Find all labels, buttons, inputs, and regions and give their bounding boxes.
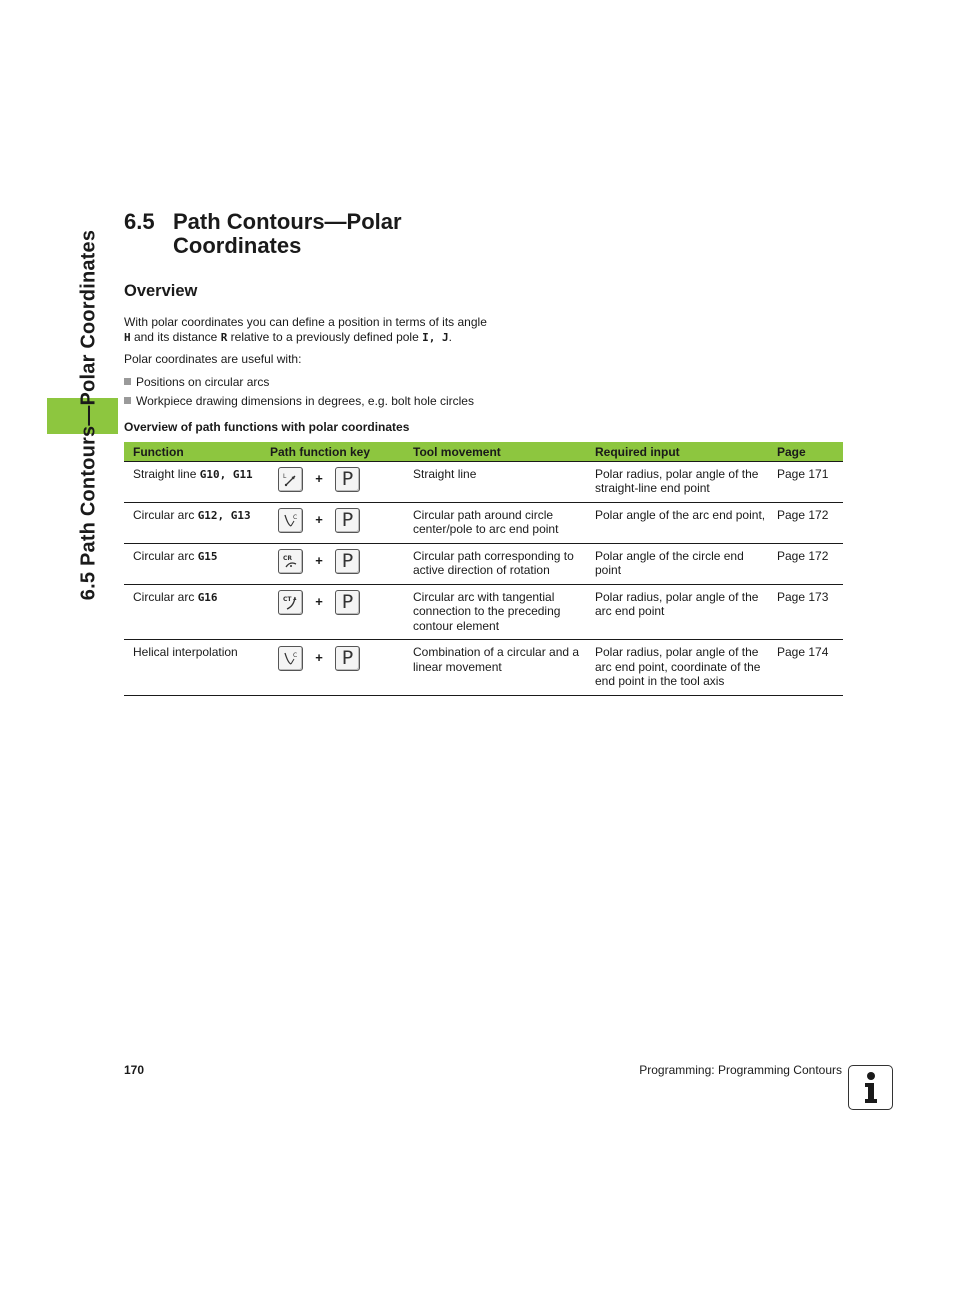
useful-with-text: Polar coordinates are useful with: [124, 352, 302, 366]
cell-page: Page 172 [768, 543, 843, 584]
line-key-icon [278, 467, 303, 492]
cell-function [124, 461, 261, 502]
plus-sign: + [315, 553, 323, 569]
svg-text:CR: CR [283, 555, 293, 562]
svg-text:C: C [293, 651, 298, 659]
cell-movement: Circular path around circle center/pole to arc end point [404, 502, 586, 543]
side-title [44, 200, 134, 630]
p-key-icon: P [335, 590, 360, 615]
gcode-text: G10, G11 [199, 467, 253, 481]
intro-var-r: R [220, 330, 228, 344]
circle-c-key-icon [278, 646, 303, 671]
info-icon [848, 1065, 893, 1110]
page-number: 170 [124, 1063, 145, 1077]
cell-input: Polar radius, polar angle of the arc end point [586, 584, 768, 640]
cell-page: Page 174 [768, 640, 843, 696]
p-key-icon: P [335, 549, 360, 574]
function-text: Helical interpolation [133, 645, 238, 659]
cell-input: Polar angle of the circle end point [586, 543, 768, 584]
gcode-text: G16 [197, 590, 218, 604]
intro-var-h: H [124, 330, 131, 344]
cell-page: Page 173 [768, 584, 843, 640]
cell-input: Polar angle of the arc end point, [586, 502, 768, 543]
cell-input: Polar radius, polar angle of the arc end point, coordinate of the end point in the tool axis [586, 640, 768, 696]
bullet-square-icon [124, 378, 131, 385]
intro-text-b: relative to a previously defined pole [227, 329, 423, 344]
plus-sign: + [315, 594, 323, 610]
bullet-item [124, 375, 269, 389]
function-text: Circular arc [133, 507, 198, 522]
chapter-title: Path Contours—Polar Coordinates [173, 209, 402, 258]
cell-function [124, 502, 261, 543]
plus-sign: + [315, 649, 323, 665]
p-key-icon: P [335, 467, 360, 492]
cell-function [124, 584, 261, 640]
cell-keys [261, 543, 404, 584]
svg-text:L: L [283, 473, 287, 480]
chapter-number: 6.5 [124, 209, 155, 234]
bullet-square-icon [124, 397, 131, 404]
intro-var-ij: I, J [422, 330, 449, 344]
cell-page: Page 172 [768, 502, 843, 543]
cell-movement: Straight line [404, 461, 586, 502]
circle-c-key-icon [278, 508, 303, 533]
intro-text-a: and its distance [130, 329, 221, 344]
table-caption: Overview of path functions with polar coordinates [124, 420, 410, 434]
plus-sign: + [315, 471, 323, 487]
circle-cr-key-icon [278, 549, 303, 574]
bullet-text: Positions on circular arcs [136, 375, 270, 389]
bullet-text: Workpiece drawing dimensions in degrees, e.g. bolt hole circles [136, 394, 474, 408]
table-row [124, 640, 843, 696]
function-text: Circular arc [133, 548, 198, 563]
cell-page: Page 171 [768, 461, 843, 502]
function-text: Circular arc [133, 589, 198, 604]
cell-movement: Combination of a circular and a linear movement [404, 640, 586, 696]
cell-function [124, 543, 261, 584]
intro-paragraph [124, 315, 544, 345]
intro-line1: With polar coordinates you can define a position in terms of its angle [124, 315, 487, 329]
section-title: Overview [124, 282, 198, 300]
cell-movement: Circular path corresponding to active direction of rotation [404, 543, 586, 584]
cell-movement: Circular arc with tangential connection to the preceding contour element [404, 584, 586, 640]
cell-function [124, 640, 261, 696]
cell-keys [261, 584, 404, 640]
table-row [124, 502, 843, 543]
p-key-icon: P [335, 508, 360, 533]
p-key-icon: P [335, 646, 360, 671]
function-text: Straight line [133, 466, 200, 481]
table-row [124, 543, 843, 584]
plus-sign: + [315, 512, 323, 528]
bullet-item [124, 394, 474, 408]
cell-input: Polar radius, polar angle of the straight-line end point [586, 461, 768, 502]
svg-text:CT: CT [283, 596, 292, 603]
intro-text-c: . [448, 329, 452, 344]
header-page: Page [768, 442, 843, 461]
gcode-text: G15 [197, 549, 218, 563]
path-functions-table [124, 442, 843, 696]
header-required-input: Required input [586, 442, 768, 461]
header-path-function-key: Path function key [261, 442, 404, 461]
header-function: Function [124, 442, 261, 461]
cell-keys [261, 461, 404, 502]
svg-text:C: C [293, 514, 298, 521]
cell-keys [261, 640, 404, 696]
header-tool-movement: Tool movement [404, 442, 586, 461]
gcode-text: G12, G13 [197, 508, 251, 522]
side-title-text: 6.5 Path Contours—Polar Coordinates [77, 229, 100, 601]
table-header-row [124, 442, 843, 461]
cell-keys [261, 502, 404, 543]
footer-chapter-label: Programming: Programming Contours [639, 1063, 842, 1077]
table-row [124, 461, 843, 502]
table-row [124, 584, 843, 640]
circle-ct-key-icon [278, 590, 303, 615]
